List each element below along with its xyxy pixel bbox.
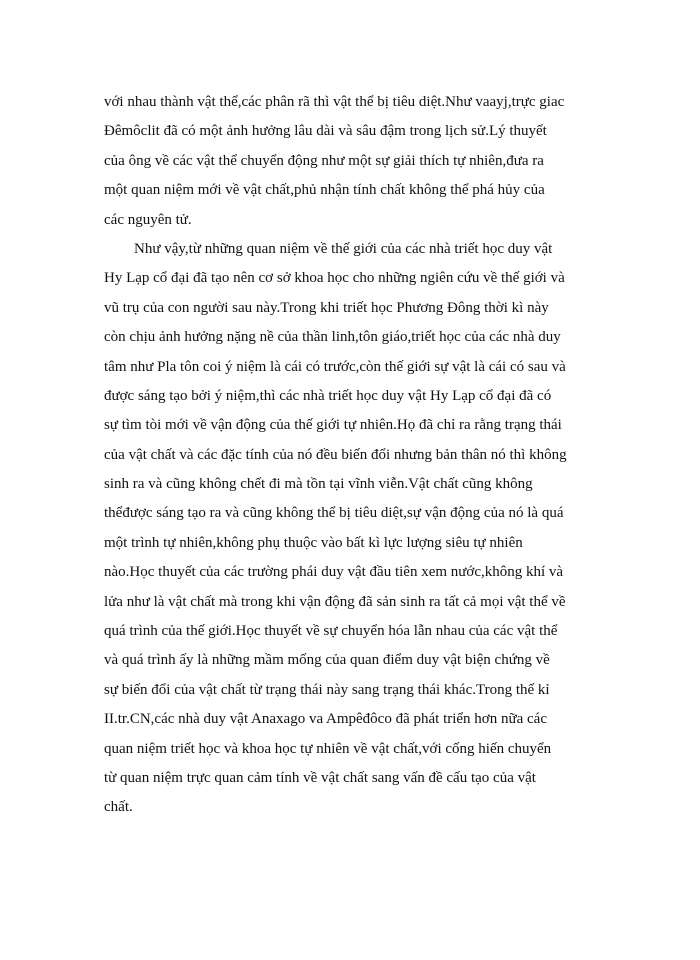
text-line: với nhau thành vật thể,các phân rã thì vật thể bị tiêu diệt.Như vaayj,trực giac: [104, 94, 565, 110]
text-line: của vật chất và các đặc tính của nó đều biến đổi nhưng bản thân nó thì không: [104, 446, 567, 463]
text-line: quá trình của thế giới.Học thuyết về sự chuyển hóa lẫn nhau của các vật thể: [104, 623, 558, 640]
body-text: [104, 88, 624, 823]
text-line: sinh ra và cũng không chết đi mà tồn tại vĩnh viễn.Vật chất cũng không: [104, 476, 533, 493]
text-line: thểđược sáng tạo ra và cũng không thể bị tiêu diệt,sự vận động của nó là quá: [104, 505, 564, 522]
text-line: từ quan niệm trực quan cảm tính về vật chất sang vấn đề cấu tạo của vật: [104, 769, 536, 786]
text-line: tâm như Pla tôn coi ý niệm là cái có trước,còn thế giới sự vật là cái có sau và: [104, 358, 566, 375]
text-line: được sáng tạo bởi ý niệm,thì các nhà triết học duy vật Hy Lạp cổ đại đã có: [104, 387, 552, 404]
text-line: II.tr.CN,các nhà duy vật Anaxago va Ampêđôco đã phát triển hơn nữa các: [104, 711, 547, 728]
text-line: Đêmôclit đã có một ảnh hưởng lâu dài và sâu đậm trong lịch sử.Lý thuyết: [104, 123, 547, 140]
text-line: chất.: [104, 799, 133, 816]
text-line: quan niệm triết học và khoa học tự nhiên về vật chất,với cống hiến chuyển: [104, 740, 552, 757]
text-line: Hy Lạp cổ đại đã tạo nên cơ sở khoa học cho những ngiên cứu về thế giới và: [104, 270, 565, 287]
text-line: các nguyên tử.: [104, 211, 192, 228]
text-line: một trình tự nhiên,không phụ thuộc vào bất kì lực lượng siêu tự nhiên: [104, 534, 523, 551]
text-line: lửa như là vật chất mà trong khi vận động đã sản sinh ra tất cả mọi vật thể về: [104, 593, 566, 610]
text-line: vũ trụ của con người sau này.Trong khi triết học Phương Đông thời kì này: [104, 299, 549, 316]
text-line: một quan niệm mới về vật chất,phủ nhận tính chất không thể phá hủy của: [104, 182, 545, 199]
text-line: nào.Học thuyết của các trường phái duy vật đầu tiên xem nước,không khí và: [104, 564, 564, 581]
text-line: sự biến đổi của vật chất từ trạng thái này sang trạng thái khác.Trong thế kỉ: [104, 681, 550, 698]
paragraph-first-line: Như vậy,từ những quan niệm về thế giới của các nhà triết học duy vật: [134, 240, 553, 257]
text-line: còn chịu ảnh hưởng nặng nề của thần linh,tôn giáo,triết học của các nhà duy: [104, 329, 561, 346]
text-line: và quá trình ấy là những mầm mống của quan điểm duy vật biện chứng về: [104, 652, 550, 669]
text-line: của ông về các vật thể chuyển động như một sự giải thích tự nhiên,đưa ra: [104, 152, 544, 169]
text-line: sự tìm tòi mới về vận động của thế giới tự nhiên.Họ đã chỉ ra rằng trạng thái: [104, 417, 562, 434]
